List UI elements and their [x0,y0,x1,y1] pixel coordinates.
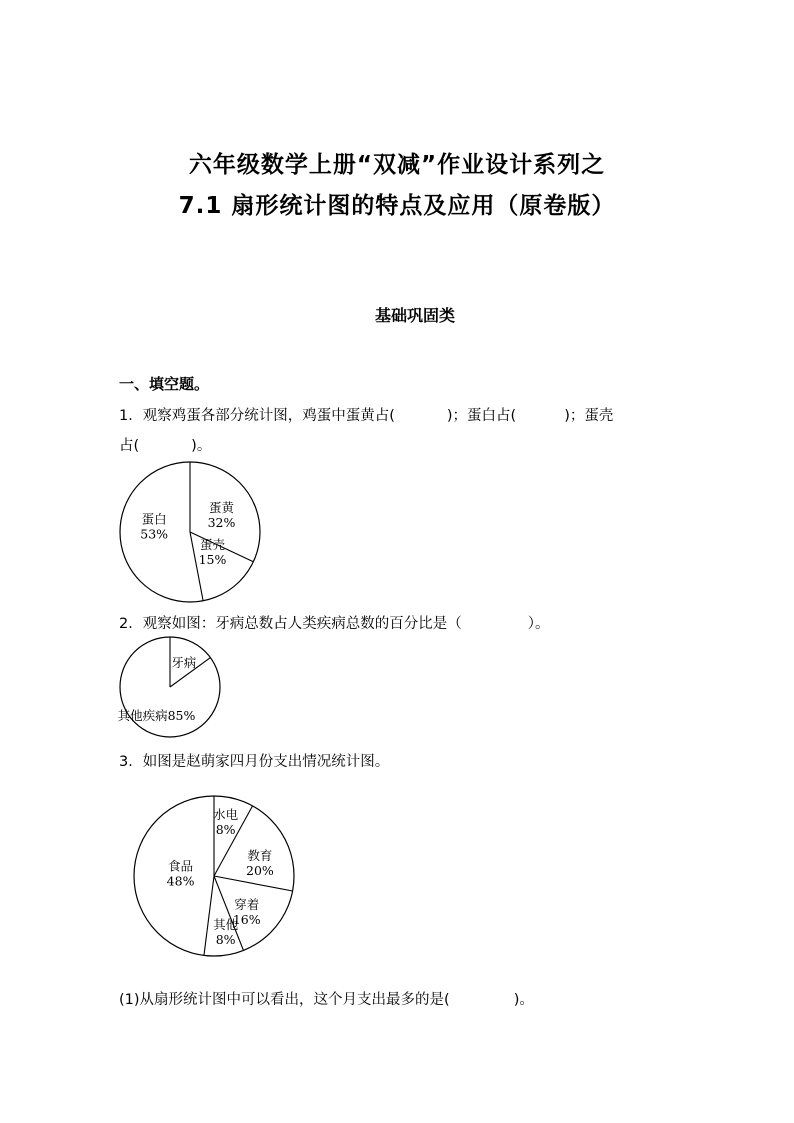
pie-slice-value: 8% [215,822,236,838]
pie-slice-value: 15% [198,551,227,567]
pie-slice-value: 48% [166,873,195,889]
pie-slice-label: 食品 [168,858,194,874]
question-1-line2 [119,434,211,455]
part-heading: 一、填空题。 [119,375,210,393]
document-title-line2: 7.1 扇形统计图的特点及应用（原卷版） [178,193,616,219]
pie-slice-value: 53% [140,526,169,542]
pie-slice-label: 其他疾病85% [118,708,196,724]
pie-slice-label: 牙病 [171,655,197,671]
pie-slice-label: 教育 [247,847,273,863]
pie-chart-egg [118,460,264,604]
question-1-text-b: )；蛋白占( [446,408,517,424]
question-1-text-e: )。 [191,438,212,454]
section-title: 基础巩固类 [374,306,455,325]
pie-slice-label: 水电 [213,807,239,823]
question-2-text-b: ）。 [527,616,550,632]
question-1-line1 [119,404,613,425]
pie-slice-value: 8% [215,931,236,947]
pie-slice-label: 其他 [213,916,239,932]
question-1-text-a: 1．观察鸡蛋各部分统计图，鸡蛋中蛋黄占( [119,408,395,424]
question-1-text-c: )；蛋壳 [564,408,614,424]
pie-chart-disease [118,636,224,740]
question-3-sub-1-text-a: (1)从扇形统计图中可以看出，这个月支出最多的是( [119,992,450,1008]
pie-chart-expenses [132,795,298,959]
pie-slice-label: 穿着 [234,897,260,913]
question-2-text-a: 2．观察如图：牙病总数占人类疾病总数的百分比是（ [119,616,462,632]
pie-slice-label: 蛋壳 [200,536,226,552]
pie-slice-label: 蛋白 [141,511,167,527]
document-title-line1: 六年级数学上册“双减”作业设计系列之 [188,152,606,178]
question-3-sub-1 [119,988,534,1009]
question-2 [119,612,549,633]
pie-slice-label: 蛋黄 [209,499,235,515]
pie-slice-value: 16% [232,912,261,928]
question-3: 3．如图是赵萌家四月份支出情况统计图。 [119,754,390,770]
question-1-text-d: 占( [119,438,140,454]
pie-slice-value: 20% [246,862,274,878]
pie-slice-value: 32% [207,514,236,530]
question-3-sub-1-text-b: )。 [513,992,534,1008]
